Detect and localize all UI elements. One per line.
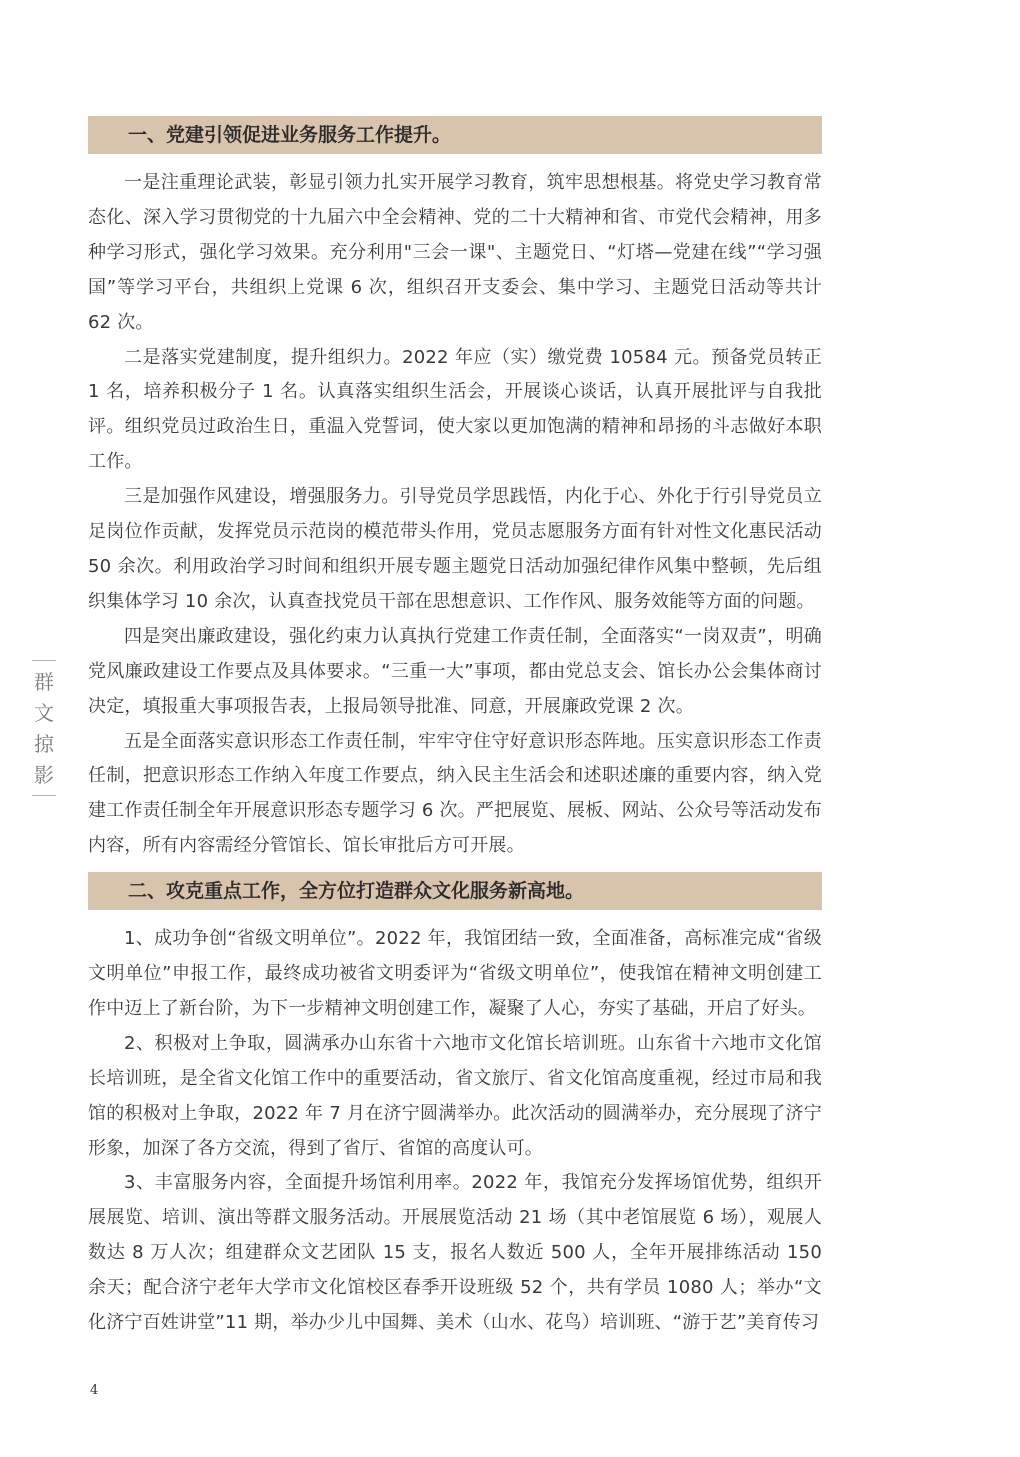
paragraph: 3、丰富服务内容，全面提升场馆利用率。2022 年，我馆充分发挥场馆优势，组织开展展览、培训、演出等群文服务活动。开展展览活动 21 场（其中老馆展览 6 场），观展人数达 8 万人次；组建群众文艺团队 15 支，报名人数近 500 人，全年开展排练活动 150 余天；配合济宁老年大学市文化馆校区春季开设班级 52 个，共有学员 1080 人；举办“文化济宁百姓讲堂”11 期，举办少儿中国舞、美术（山水、花鸟）培训班、“游于艺”美育传习 bbox=[88, 1172, 822, 1334]
paragraph: 2、积极对上争取，圆满承办山东省十六地市文化馆长培训班。山东省十六地市文化馆长培训班，是全省文化馆工作中的重要活动，省文旅厅、省文化馆高度重视，经过市局和我馆的积极对上争取，2022 年 7 月在济宁圆满举办。此次活动的圆满举办，充分展现了济宁形象，加深了各方交流，得到了省厅、省馆的高度认可。 bbox=[88, 1032, 822, 1159]
side-label-char: 影 bbox=[34, 763, 54, 787]
paragraph: 四是突出廉政建设，强化约束力认真执行党建工作责任制，全面落实“一岗双责”，明确党风廉政建设工作要点及具体要求。“三重一大”事项，都由党总支会、馆长办公会集体商讨决定，填报重大事项报告表，上报局领导批准、同意，开展廉政党课 2 次。 bbox=[88, 625, 822, 717]
side-label-char: 文 bbox=[34, 701, 54, 725]
side-label-char: 群 bbox=[34, 670, 54, 694]
paragraph: 二是落实党建制度，提升组织力。2022 年应（实）缴党费 10584 元。预备党员转正 1 名，培养积极分子 1 名。认真落实组织生活会，开展谈心谈话，认真开展批评与自我批评。组织党员过政治生日，重温入党誓词，使大家以更加饱满的精神和昂扬的斗志做好本职工作。 bbox=[88, 346, 822, 473]
article-body bbox=[88, 116, 822, 1341]
side-label-char: 掠 bbox=[34, 732, 54, 756]
section-heading: 二、攻克重点工作，全方位打造群众文化服务新高地。 bbox=[88, 872, 822, 910]
page-number: 4 bbox=[90, 1383, 99, 1398]
side-label bbox=[32, 660, 56, 796]
paragraph: 三是加强作风建设，增强服务力。引导党员学思践悟，内化于心、外化于行引导党员立足岗位作贡献，发挥党员示范岗的模范带头作用，党员志愿服务方面有针对性文化惠民活动 50 余次。利用政治学习时间和组织开展专题主题党日活动加强纪律作风集中整顿，先后组织集体学习 10 余次，认真查找党员干部在思想意识、工作作风、服务效能等方面的问题。 bbox=[88, 486, 822, 612]
paragraph: 五是全面落实意识形态工作责任制，牢牢守住守好意识形态阵地。压实意识形态工作责任制，把意识形态工作纳入年度工作要点，纳入民主生活会和述职述廉的重要内容，纳入党建工作责任制全年开展意识形态专题学习 6 次。严把展览、展板、网站、公众号等活动发布内容，所有内容需经分管馆长、馆长审批后方可开展。 bbox=[88, 730, 822, 857]
paragraph: 一是注重理论武装，彰显引领力扎实开展学习教育，筑牢思想根基。将党史学习教育常态化、深入学习贯彻党的十九届六中全会精神、党的二十大精神和省、市党代会精神，用多种学习形式，强化学习效果。充分利用"三会一课"、主题党日、“灯塔—党建在线”“学习强国”等学习平台，共组织上党课 6 次，组织召开支委会、集中学习、主题党日活动等共计 62 次。 bbox=[88, 172, 822, 333]
paragraph: 1、成功争创“省级文明单位”。2022 年，我馆团结一致，全面准备，高标准完成“省级文明单位”申报工作，最终成功被省文明委评为“省级文明单位”，使我馆在精神文明创建工作中迈上了新台阶，为下一步精神文明创建工作，凝聚了人心，夯实了基础，开启了好头。 bbox=[88, 928, 822, 1019]
section-heading: 一、党建引领促进业务服务工作提升。 bbox=[88, 116, 822, 154]
